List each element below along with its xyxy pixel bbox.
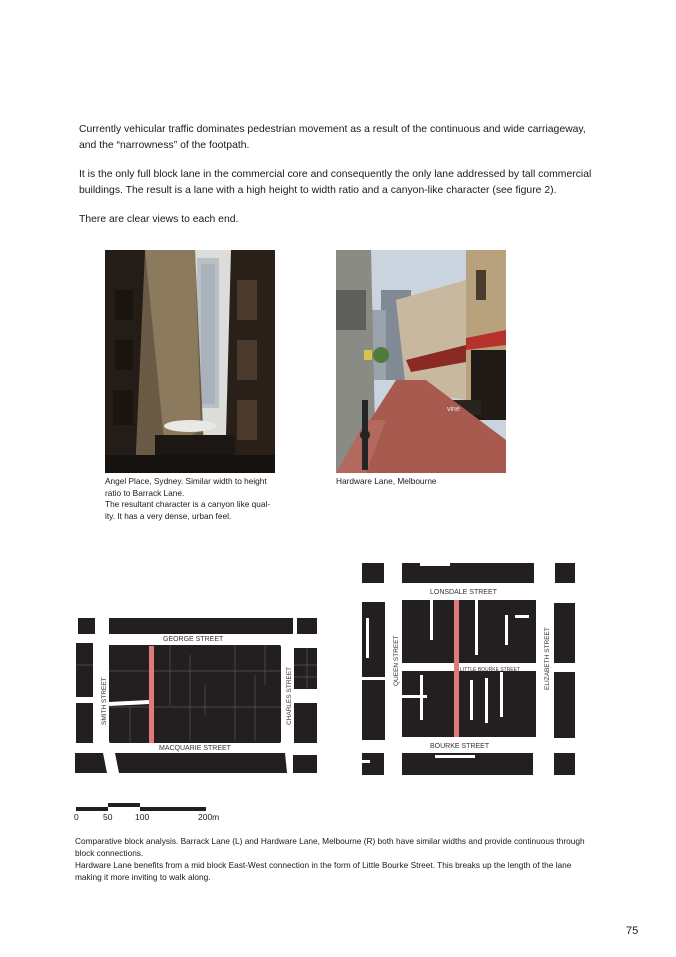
hardware-lane-block-map <box>360 560 578 780</box>
scale-label-100: 100 <box>135 812 150 822</box>
block-analysis-caption <box>75 835 595 883</box>
barrack-lane-block-map <box>75 615 320 775</box>
hardware-lane-photo <box>336 250 506 473</box>
caption-line: Comparative block analysis. Barrack Lane (L) and Hardware Lane, Melbourne (R) both have similar widths and provide continuous through block connections. <box>75 836 585 858</box>
caption-line: ity. It has a very dense, urban feel. <box>105 510 232 521</box>
hardware-lane-caption: Hardware Lane, Melbourne <box>336 476 437 486</box>
body-paragraph-1: Currently vehicular traffic dominates pedestrian movement as a result of the continuous and wide carriageway, and the “narrowness” of the footpath. <box>79 124 586 151</box>
scale-label-0: 0 <box>74 812 79 822</box>
scale-label-50: 50 <box>103 812 113 822</box>
barrack-lane-highlight <box>149 646 154 743</box>
caption-line: ratio to Barrack Lane. <box>105 487 185 498</box>
scale-label-200m: 200m <box>198 812 220 822</box>
body-paragraph-3: There are clear views to each end. <box>79 214 239 225</box>
bourke-street-label: BOURKE STREET <box>430 743 490 750</box>
smith-street-label: SMITH STREET <box>101 677 108 725</box>
caption-line: Angel Place, Sydney. Similar width to height <box>105 476 267 486</box>
caption-line: Hardware Lane benefits from a mid block East-West connection in the form of Little Bourke Street. This breaks up the length of the lane making it more inviting to walk along. <box>75 860 572 882</box>
elizabeth-street-label: ELIZABETH STREET <box>544 627 551 690</box>
angel-place-caption <box>105 476 280 522</box>
page-number: 75 <box>626 925 639 937</box>
macquarie-street-label: MACQUARIE STREET <box>159 745 231 752</box>
george-street-label: GEORGE STREET <box>163 636 224 643</box>
caption-line: The resultant character is a canyon like qual- <box>105 499 271 509</box>
body-paragraph-2: It is the only full block lane in the commercial core and consequently the only lane addressed by tall commercial buildings. The result is a lane with a high height to width ratio and a canyon-like character (see figure 2). <box>79 169 592 196</box>
wine-sign-text: vine <box>447 406 460 413</box>
charles-street-label: CHARLES STREET <box>286 666 293 725</box>
lonsdale-street-label: LONSDALE STREET <box>430 589 497 596</box>
hardware-lane-highlight <box>454 600 459 737</box>
little-bourke-street-label: LITTLE BOURKE STREET <box>460 667 521 673</box>
queen-street-label: QUEEN STREET <box>393 635 400 686</box>
angel-place-photo <box>105 250 275 473</box>
